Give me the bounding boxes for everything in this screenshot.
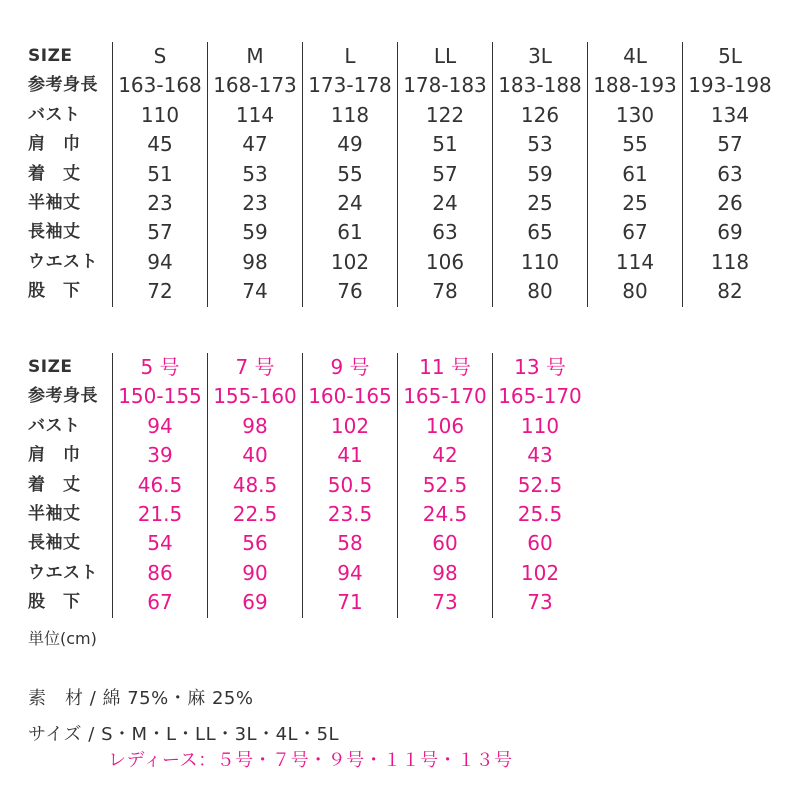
measurement-cell: 55 — [303, 160, 398, 189]
measurement-cell: 110 — [493, 248, 588, 277]
row-label: 股 下 — [28, 281, 81, 302]
measurement-cell: 94 — [113, 412, 208, 441]
ladies-row-length — [28, 471, 587, 500]
measurement-cell: 82 — [683, 277, 778, 306]
measurement-cell: 24.5 — [398, 500, 493, 529]
row-label: 半袖丈 — [28, 193, 81, 214]
ladies-header-row — [28, 353, 587, 382]
measurement-cell: 90 — [208, 559, 303, 588]
ladies-size-label: SIZE — [28, 357, 73, 377]
measurement-cell: 193-198 — [683, 71, 778, 100]
mens-size-header: 4L — [588, 42, 683, 71]
mens-size-label: SIZE — [28, 46, 73, 66]
measurement-cell: 188-193 — [588, 71, 683, 100]
row-label: 肩 巾 — [28, 445, 81, 466]
measurement-cell: 102 — [493, 559, 588, 588]
size-list: サイズ / S・M・L・LL・3L・4L・5L — [28, 724, 340, 745]
mens-row-long-sleeve — [28, 218, 777, 247]
unit-note: 単位(cm) — [28, 629, 97, 648]
measurement-cell: 53 — [493, 130, 588, 159]
measurement-cell: 114 — [588, 248, 683, 277]
measurement-cell: 56 — [208, 529, 303, 558]
row-label: 参考身長 — [28, 75, 98, 96]
measurement-cell: 63 — [683, 160, 778, 189]
measurement-cell: 21.5 — [113, 500, 208, 529]
ladies-row-waist — [28, 559, 587, 588]
measurement-cell: 94 — [113, 248, 208, 277]
measurement-cell: 110 — [493, 412, 588, 441]
ladies-size-header: 7 号 — [208, 353, 303, 382]
measurement-cell: 78 — [398, 277, 493, 306]
measurement-cell: 73 — [398, 588, 493, 617]
measurement-cell: 48.5 — [208, 471, 303, 500]
measurement-cell: 110 — [113, 101, 208, 130]
measurement-cell: 80 — [493, 277, 588, 306]
row-label: 肩 巾 — [28, 134, 81, 155]
measurement-cell: 50.5 — [303, 471, 398, 500]
mens-size-header: 3L — [493, 42, 588, 71]
mens-row-waist — [28, 248, 777, 277]
mens-size-header: 5L — [683, 42, 778, 71]
row-label: 着 丈 — [28, 163, 81, 184]
measurement-cell: 57 — [398, 160, 493, 189]
row-label: バスト — [28, 104, 81, 125]
measurement-cell: 76 — [303, 277, 398, 306]
measurement-cell: 23.5 — [303, 500, 398, 529]
mens-size-header: S — [113, 42, 208, 71]
ladies-size-header: 11 号 — [398, 353, 493, 382]
measurement-cell: 80 — [588, 277, 683, 306]
measurement-cell: 22.5 — [208, 500, 303, 529]
measurement-cell: 67 — [113, 588, 208, 617]
ladies-row-short-sleeve — [28, 500, 587, 529]
measurement-cell: 69 — [208, 588, 303, 617]
ladies-size-header: 5 号 — [113, 353, 208, 382]
measurement-cell: 55 — [588, 130, 683, 159]
measurement-cell: 59 — [208, 218, 303, 247]
measurement-cell: 57 — [113, 218, 208, 247]
ladies-row-shoulder — [28, 441, 587, 470]
measurement-cell: 74 — [208, 277, 303, 306]
measurement-cell: 51 — [113, 160, 208, 189]
measurement-cell: 60 — [493, 529, 588, 558]
measurement-cell: 118 — [303, 101, 398, 130]
measurement-cell: 165-170 — [398, 382, 493, 411]
measurement-cell: 25 — [493, 189, 588, 218]
measurement-cell: 51 — [398, 130, 493, 159]
row-label: 着 丈 — [28, 474, 81, 495]
row-label: 長袖丈 — [28, 222, 81, 243]
measurement-cell: 98 — [398, 559, 493, 588]
mens-row-short-sleeve — [28, 189, 777, 218]
measurement-cell: 94 — [303, 559, 398, 588]
measurement-cell: 114 — [208, 101, 303, 130]
measurement-cell: 106 — [398, 412, 493, 441]
row-label: 長袖丈 — [28, 533, 81, 554]
measurement-cell: 61 — [303, 218, 398, 247]
measurement-cell: 98 — [208, 412, 303, 441]
ladies-size-table — [28, 353, 587, 618]
measurement-cell: 47 — [208, 130, 303, 159]
measurement-cell: 178-183 — [398, 71, 493, 100]
measurement-cell: 63 — [398, 218, 493, 247]
measurement-cell: 102 — [303, 248, 398, 277]
measurement-cell: 52.5 — [493, 471, 588, 500]
row-label: バスト — [28, 415, 81, 436]
row-label: ウエスト — [28, 562, 98, 583]
row-label: 股 下 — [28, 592, 81, 613]
measurement-cell: 23 — [113, 189, 208, 218]
mens-row-length — [28, 160, 777, 189]
ladies-row-bust — [28, 412, 587, 441]
mens-row-height — [28, 71, 777, 100]
measurement-cell: 160-165 — [303, 382, 398, 411]
row-label: 半袖丈 — [28, 504, 81, 525]
row-label: ウエスト — [28, 251, 98, 272]
ladies-row-long-sleeve — [28, 529, 587, 558]
mens-row-inseam — [28, 277, 777, 306]
measurement-cell: 71 — [303, 588, 398, 617]
measurement-cell: 43 — [493, 441, 588, 470]
measurement-cell: 58 — [303, 529, 398, 558]
measurement-cell: 155-160 — [208, 382, 303, 411]
measurement-cell: 40 — [208, 441, 303, 470]
measurement-cell: 173-178 — [303, 71, 398, 100]
mens-size-header: L — [303, 42, 398, 71]
mens-header-row — [28, 42, 777, 71]
mens-row-bust — [28, 101, 777, 130]
measurement-cell: 45 — [113, 130, 208, 159]
measurement-cell: 72 — [113, 277, 208, 306]
measurement-cell: 24 — [303, 189, 398, 218]
ladies-row-inseam — [28, 588, 587, 617]
measurement-cell: 106 — [398, 248, 493, 277]
measurement-cell: 59 — [493, 160, 588, 189]
ladies-size-header: 9 号 — [303, 353, 398, 382]
measurement-cell: 69 — [683, 218, 778, 247]
measurement-cell: 130 — [588, 101, 683, 130]
measurement-cell: 67 — [588, 218, 683, 247]
measurement-cell: 60 — [398, 529, 493, 558]
measurement-cell: 25 — [588, 189, 683, 218]
ladies-row-height — [28, 382, 587, 411]
measurement-cell: 42 — [398, 441, 493, 470]
measurement-cell: 102 — [303, 412, 398, 441]
measurement-cell: 61 — [588, 160, 683, 189]
mens-size-table — [28, 42, 777, 307]
measurement-cell: 23 — [208, 189, 303, 218]
measurement-cell: 86 — [113, 559, 208, 588]
measurement-cell: 41 — [303, 441, 398, 470]
measurement-cell: 165-170 — [493, 382, 588, 411]
mens-row-shoulder — [28, 130, 777, 159]
measurement-cell: 39 — [113, 441, 208, 470]
measurement-cell: 150-155 — [113, 382, 208, 411]
measurement-cell: 163-168 — [113, 71, 208, 100]
measurement-cell: 183-188 — [493, 71, 588, 100]
mens-size-header: LL — [398, 42, 493, 71]
measurement-cell: 168-173 — [208, 71, 303, 100]
measurement-cell: 122 — [398, 101, 493, 130]
measurement-cell: 57 — [683, 130, 778, 159]
measurement-cell: 98 — [208, 248, 303, 277]
material-info: 素 材 / 綿 75%・麻 25% — [28, 688, 254, 709]
measurement-cell: 49 — [303, 130, 398, 159]
measurement-cell: 65 — [493, 218, 588, 247]
measurement-cell: 126 — [493, 101, 588, 130]
measurement-cell: 25.5 — [493, 500, 588, 529]
ladies-size-list: レディース：５号・７号・９号・１１号・１３号 — [108, 750, 513, 771]
measurement-cell: 54 — [113, 529, 208, 558]
ladies-size-header: 13 号 — [493, 353, 588, 382]
measurement-cell: 52.5 — [398, 471, 493, 500]
row-label: 参考身長 — [28, 386, 98, 407]
measurement-cell: 134 — [683, 101, 778, 130]
measurement-cell: 53 — [208, 160, 303, 189]
measurement-cell: 73 — [493, 588, 588, 617]
measurement-cell: 26 — [683, 189, 778, 218]
measurement-cell: 118 — [683, 248, 778, 277]
measurement-cell: 46.5 — [113, 471, 208, 500]
measurement-cell: 24 — [398, 189, 493, 218]
mens-size-header: M — [208, 42, 303, 71]
